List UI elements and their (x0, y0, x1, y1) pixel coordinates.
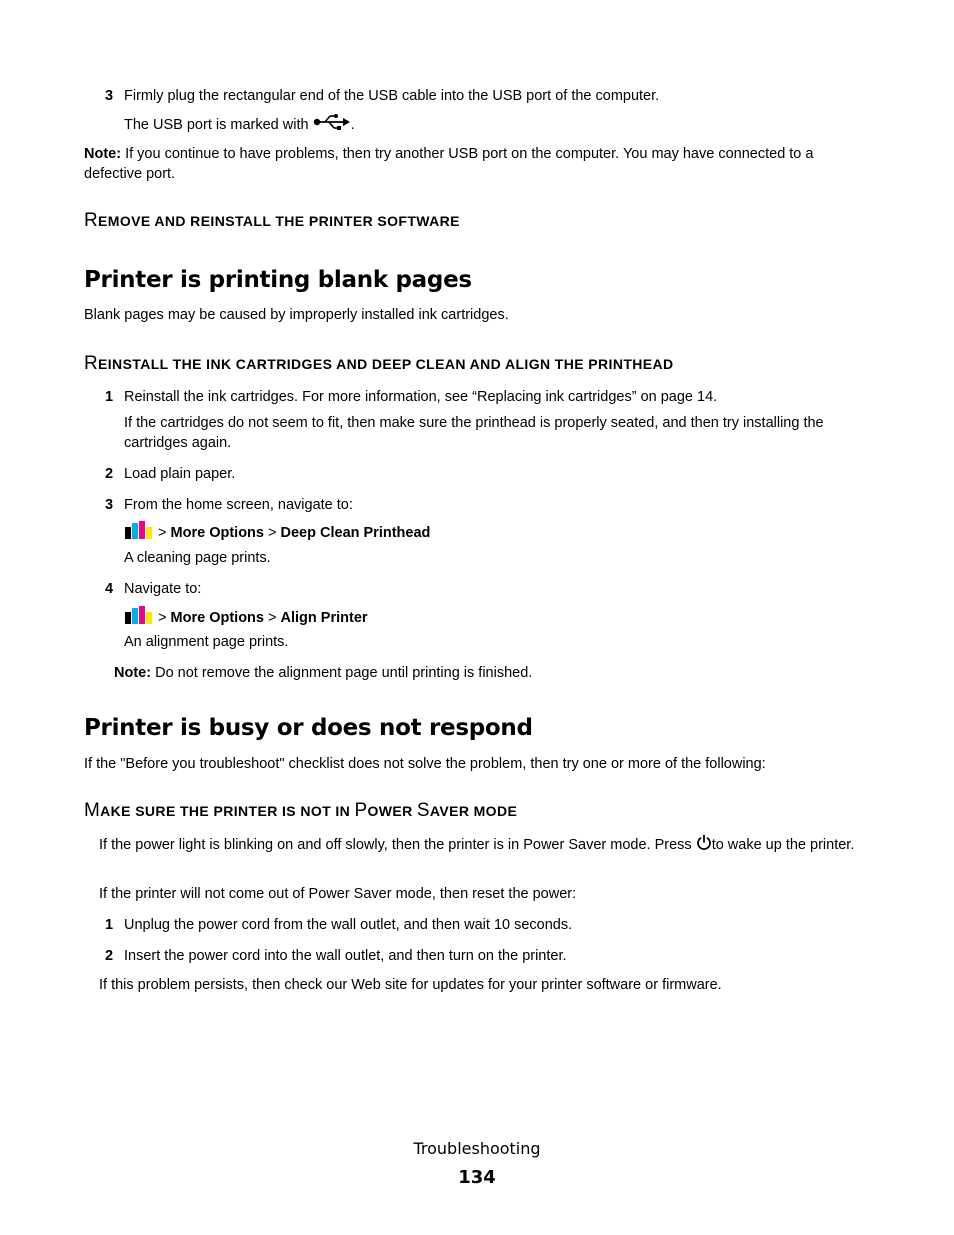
usb-port-line (124, 113, 355, 137)
usb-icon (313, 113, 351, 137)
note-usb (84, 144, 864, 184)
step-text: Load plain paper. (124, 466, 236, 482)
step-result: An alignment page prints. (124, 634, 289, 650)
heading-reinstall-ink-cartridges (84, 352, 674, 375)
step-number: 2 (105, 466, 114, 482)
heading-remove-reinstall-software (84, 209, 460, 232)
heading-rest: EINSTALL THE INK CARTRIDGES AND DEEP CLEAN AND ALIGN THE PRINTHEAD (98, 356, 674, 372)
menu-more-options: More Options (170, 609, 264, 626)
step-text: Insert the power cord into the wall outlet, and then turn on the printer. (124, 948, 567, 964)
step-text: From the home screen, navigate to: (124, 497, 353, 513)
power-reset-intro: If the printer will not come out of Power Saver mode, then reset the power: (99, 886, 577, 902)
ink-cartridges-icon (124, 606, 154, 630)
step-number: 3 (105, 497, 114, 513)
nav-path-align (124, 606, 368, 630)
footer-section-label: Troubleshooting (413, 1139, 541, 1158)
heading-rest: OWER (367, 803, 417, 819)
heading-initial: S (416, 800, 430, 821)
power-saver-paragraph (99, 834, 869, 856)
note-alignment (114, 663, 532, 683)
menu-deep-clean-printhead: Deep Clean Printhead (280, 524, 431, 541)
step-number: 4 (105, 581, 114, 597)
step-number: 3 (105, 88, 114, 104)
step-subtext: If the cartridges do not seem to fit, then make sure the printhead is properly seated, and then try installing the cartridges again. (124, 415, 824, 451)
section-title-blank-pages: Printer is printing blank pages (84, 267, 472, 293)
nav-separator: > (263, 609, 281, 626)
usb-port-period: . (350, 116, 355, 133)
page-number: 134 (458, 1167, 496, 1188)
heading-rest: AVER MODE (429, 803, 518, 819)
section-intro-blank-pages: Blank pages may be caused by improperly installed ink cartridges. (84, 307, 509, 323)
step-text: Unplug the power cord from the wall outlet, and then wait 10 seconds. (124, 917, 573, 933)
section-title-busy: Printer is busy or does not respond (84, 715, 533, 741)
usb-port-text: The USB port is marked with (124, 116, 309, 133)
problem-persists-text: If this problem persists, then check our Web site for updates for your printer software or firmware. (99, 977, 722, 993)
step-text: Navigate to: (124, 581, 202, 597)
note-label: Note: (114, 665, 152, 681)
note-label: Note: (84, 146, 122, 162)
step-text: Reinstall the ink cartridges. For more information, see “Replacing ink cartridges” on page 14. (124, 389, 718, 405)
ink-cartridges-icon (124, 521, 154, 545)
nav-separator: > (154, 524, 171, 541)
step-text: Firmly plug the rectangular end of the USB cable into the USB port of the computer. (124, 88, 660, 104)
section-intro-busy: If the "Before you troubleshoot" checklist does not solve the problem, then try one or more of the following: (84, 756, 766, 772)
nav-separator: > (154, 609, 171, 626)
note-text: If you continue to have problems, then try another USB port on the computer. You may have connected to a defective port. (84, 146, 814, 182)
power-icon (696, 834, 712, 856)
heading-initial: R (84, 210, 99, 231)
step-number: 1 (105, 917, 114, 933)
heading-initial: R (84, 353, 99, 374)
power-saver-text-after: to wake up the printer. (711, 836, 855, 853)
menu-more-options: More Options (170, 524, 264, 541)
heading-initial: P (354, 800, 368, 821)
heading-initial: M (84, 800, 101, 821)
step-result: A cleaning page prints. (124, 550, 271, 566)
heading-power-saver-mode (84, 799, 517, 822)
heading-rest: AKE SURE THE PRINTER IS NOT IN (100, 803, 355, 819)
step-number: 2 (105, 948, 114, 964)
nav-separator: > (263, 524, 281, 541)
power-saver-text: If the power light is blinking on and off slowly, then the printer is in Power Saver mode. Press (99, 836, 692, 853)
heading-rest: EMOVE AND REINSTALL THE PRINTER SOFTWARE (98, 213, 460, 229)
nav-path-deep-clean (124, 521, 430, 545)
note-text: Do not remove the alignment page until printing is finished. (151, 665, 533, 681)
menu-align-printer: Align Printer (280, 609, 368, 626)
step-number: 1 (105, 389, 114, 405)
